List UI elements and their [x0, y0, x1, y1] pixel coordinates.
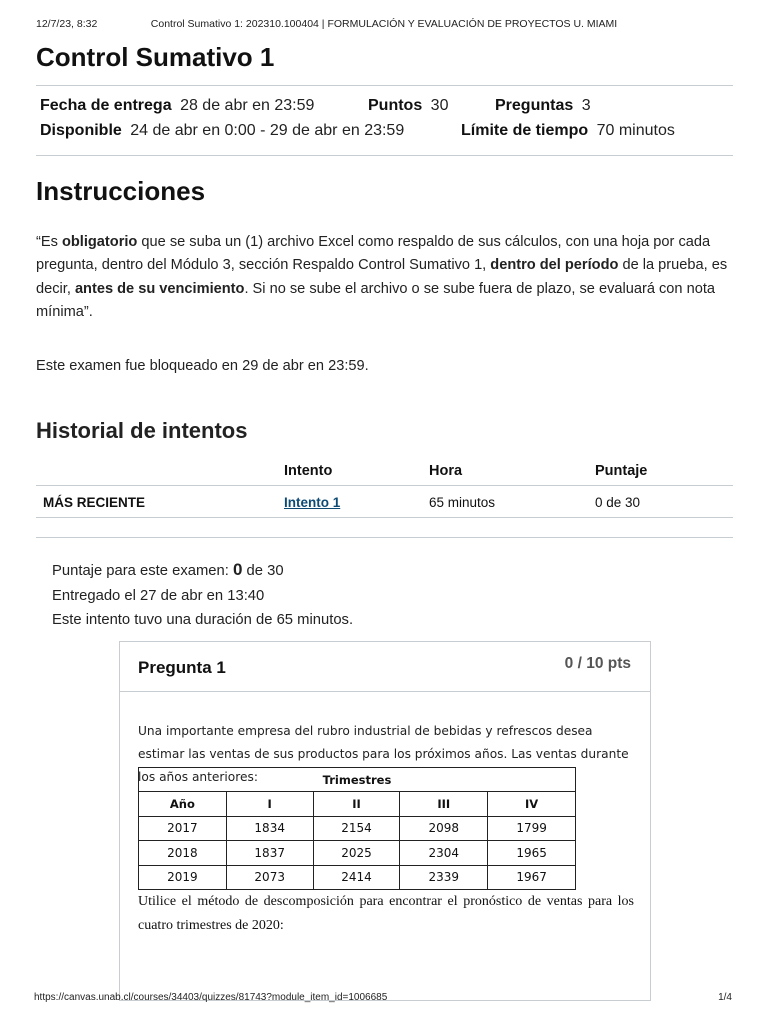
table-cell: 2018	[139, 841, 227, 865]
page-number: 1/4	[718, 992, 732, 1003]
instructions-text: “Es obligatorio que se suba un (1) archivo Excel como respaldo de sus cálculos, con una hoja por cada pregunta, dentro del Módulo 3, sección Respaldo Control Sumativo 1, dentro del período de la prueba, es decir, antes de su vencimiento. Si no se sube el archivo o se sube fuera de plazo, se evaluará con nota mínima”.	[36, 234, 728, 320]
time-limit: Límite de tiempo 70 minutos	[461, 122, 675, 139]
attempt-history-table	[36, 456, 733, 518]
table-row	[36, 486, 733, 518]
locked-note: Este examen fue bloqueado en 29 de abr en 23:59.	[36, 358, 369, 374]
points: Puntos 30	[368, 97, 449, 114]
due-date: Fecha de entrega 28 de abr en 23:59	[40, 97, 315, 114]
table-cell: 2339	[400, 865, 488, 889]
page-title: Control Sumativo 1	[36, 42, 275, 72]
divider	[36, 155, 733, 156]
score-summary	[52, 558, 353, 633]
attempt-time: 65 minutos	[429, 495, 496, 510]
table-cell: 2073	[226, 865, 313, 889]
instructions-title: Instrucciones	[36, 176, 206, 206]
questions-count: Preguntas 3	[495, 97, 591, 114]
column-header-attempt: Intento	[284, 463, 333, 479]
print-header	[36, 18, 732, 32]
table-cell: 2017	[139, 816, 227, 840]
attempt-score: 0 de 30	[595, 495, 641, 510]
history-title: Historial de intentos	[36, 418, 248, 443]
table-cell: 1799	[488, 816, 576, 840]
table-cell: 1967	[488, 865, 576, 889]
table-cell: 2098	[400, 816, 488, 840]
attempt-duration: Este intento tuvo una duración de 65 minutos.	[52, 612, 354, 628]
table-cell: 2154	[313, 816, 400, 840]
question-points: 0 / 10 pts	[564, 655, 631, 672]
row-label: MÁS RECIENTE	[43, 495, 146, 510]
question-instruction: Utilice el método de descomposición para encontrar el pronóstico de ventas para los cuatro trimestres de 2020:	[138, 894, 634, 933]
column-header: III	[400, 792, 488, 816]
print-footer	[36, 992, 732, 1006]
print-date: 12/7/23, 8:32	[36, 18, 98, 30]
divider	[36, 537, 733, 538]
sales-table	[138, 767, 576, 890]
column-header: I	[226, 792, 313, 816]
table-group-header-row	[139, 768, 576, 792]
print-url: https://canvas.unab.cl/courses/34403/quizzes/81743?module_item_id=1006685	[34, 992, 388, 1003]
table-cell: 1834	[226, 816, 313, 840]
exam-score: Puntaje para este examen: 0 de 30	[52, 560, 284, 579]
table-cell: 2304	[400, 841, 488, 865]
submitted-date: Entregado el 27 de abr en 13:40	[52, 587, 265, 604]
table-cell: 1837	[226, 841, 313, 865]
table-row	[139, 865, 576, 889]
question-title: Pregunta 1	[138, 658, 226, 677]
column-header-score: Puntaje	[595, 463, 648, 479]
quarters-header: Trimestres	[139, 768, 576, 792]
print-title: Control Sumativo 1: 202310.100404 | FORMULACIÓN Y EVALUACIÓN DE PROYECTOS U. MIAMI	[150, 18, 618, 30]
question-header	[120, 642, 650, 692]
table-cell: 2025	[313, 841, 400, 865]
table-cell: 1965	[488, 841, 576, 865]
table-row	[139, 816, 576, 840]
available-window: Disponible 24 de abr en 0:00 - 29 de abr en 23:59	[40, 122, 405, 139]
table-header-row	[139, 792, 576, 816]
table-row	[139, 841, 576, 865]
question-text: Una importante empresa del rubro industrial de bebidas y refrescos desea estimar las ventas de sus productos para los próximos años. Las ventas durante los años anteriores:	[138, 724, 629, 784]
attempt-link[interactable]: Intento 1	[284, 495, 341, 510]
question-card	[119, 641, 651, 1001]
table-header	[36, 456, 733, 486]
column-header: IV	[488, 792, 576, 816]
column-header-time: Hora	[429, 463, 463, 479]
divider	[36, 85, 733, 86]
column-header: Año	[139, 792, 227, 816]
table-cell: 2019	[139, 865, 227, 889]
table-cell: 2414	[313, 865, 400, 889]
column-header: II	[313, 792, 400, 816]
